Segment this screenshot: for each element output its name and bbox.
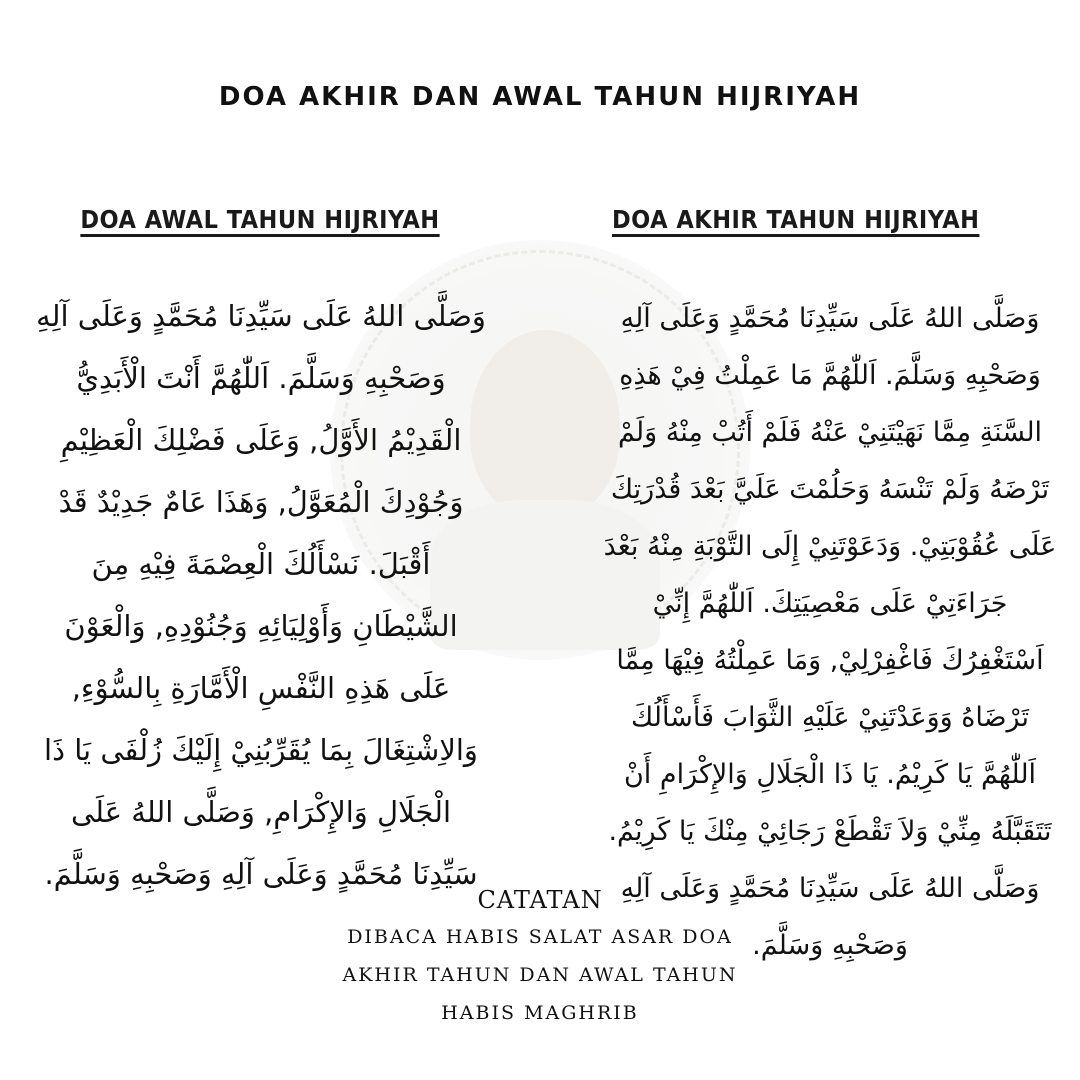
doa-awal-tahun-arabic-text: وَصَلَّى اللهُ عَلَى سَيِّدِنَا مُحَمَّدٍ وَعَلَى آلِهِ وَصَحْبِهِ وَسَلَّمَ. اَللّٰهُمَّ أَنْتَ الْأَبَدِيُّ الْقَدِيْمُ الأَوَّلُ, وَعَلَى فَضْلِكَ الْعَظِيْمِ وَجُوْدِكَ الْمُعَوَّلُ, وَهَذَا عَامٌ جَدِيْدٌ قَدْ أَقْبَلَ. نَسْأَلُكَ الْعِصْمَةَ فِيْهِ مِنَ الشَّيْطَانِ وَأَوْلِيَائِهِ وَجُنُوْدِهِ, وَالْعَوْنَ عَلَى هَذِهِ النَّفْسِ الْأَمَّارَةِ بِالسُّوْءِ, وَالاِشْتِغَالَ بِمَا يُقَرِّبُنِيْ إِلَيْكَ زُلْفَى يَا ذَا الْجَلَالِ وَالإِكْرَامِ, وَصَلَّى اللهُ عَلَى سَيِّدِنَا مُحَمَّدٍ وَعَلَى آلِهِ وَصَحْبِهِ وَسَلَّمَ. (36, 299, 486, 891)
catatan-body (290, 918, 790, 1032)
catatan-line: AKHIR TAHUN DAN AWAL TAHUN (342, 964, 738, 986)
heading-doa-akhir-tahun: DOA AKHIR TAHUN HIJRIYAH (612, 205, 980, 234)
doa-akhir-tahun-arabic-text: وَصَلَّى اللهُ عَلَى سَيِّدِنَا مُحَمَّدٍ وَعَلَى آلِهِ وَصَحْبِهِ وَسَلَّمَ. اَللّٰهُمَّ مَا عَمِلْتُ فِيْ هَذِهِ السَّنَةِ مِمَّا نَهَيْتَنِيْ عَنْهُ فَلَمْ أَتُبْ مِنْهُ وَلَمْ تَرْضَهُ وَلَمْ تَنْسَهُ وَحَلُمْتَ عَلَيَّ بَعْدَ قُدْرَتِكَ عَلَى عُقُوْبَتِيْ. وَدَعَوْتَنِيْ إِلَى التَّوْبَةِ مِنْهُ بَعْدَ جَرَاءَتِيْ عَلَى مَعْصِيَتِكَ. اَللّٰهُمَّ إِنِّيْ اَسْتَغْفِرُكَ فَاغْفِرْلِيْ, وَمَا عَمِلْتُهُ فِيْهَا مِمَّا تَرْضَاهُ وَوَعَدْتَنِيْ عَلَيْهِ الثَّوَابَ فَأَسْأَلُكَ اَللّٰهُمَّ يَا كَرِيْمُ. يَا ذَا الْجَلَالِ وَالإِكْرَامِ أَنْ تَتَقَبَّلَهُ مِنِّيْ وَلاَ تَقْطَعْ رَجَائِيْ مِنْكَ يَا كَرِيْمُ. وَصَلَّى اللهُ عَلَى سَيِّدِنَا مُحَمَّدٍ وَعَلَى آلِهِ وَصَحْبِهِ وَسَلَّمَ. (603, 303, 1057, 961)
heading-doa-awal-tahun: DOA AWAL TAHUN HIJRIYAH (80, 205, 440, 234)
page-title: DOA AKHIR DAN AWAL TAHUN HIJRIYAH (218, 82, 862, 112)
catatan-line: DIBACA HABIS SALAT ASAR DOA (347, 926, 733, 948)
catatan-line: HABIS MAGHRIB (441, 1002, 639, 1024)
watermark-face (470, 330, 620, 520)
catatan-heading: CATATAN (477, 886, 603, 914)
